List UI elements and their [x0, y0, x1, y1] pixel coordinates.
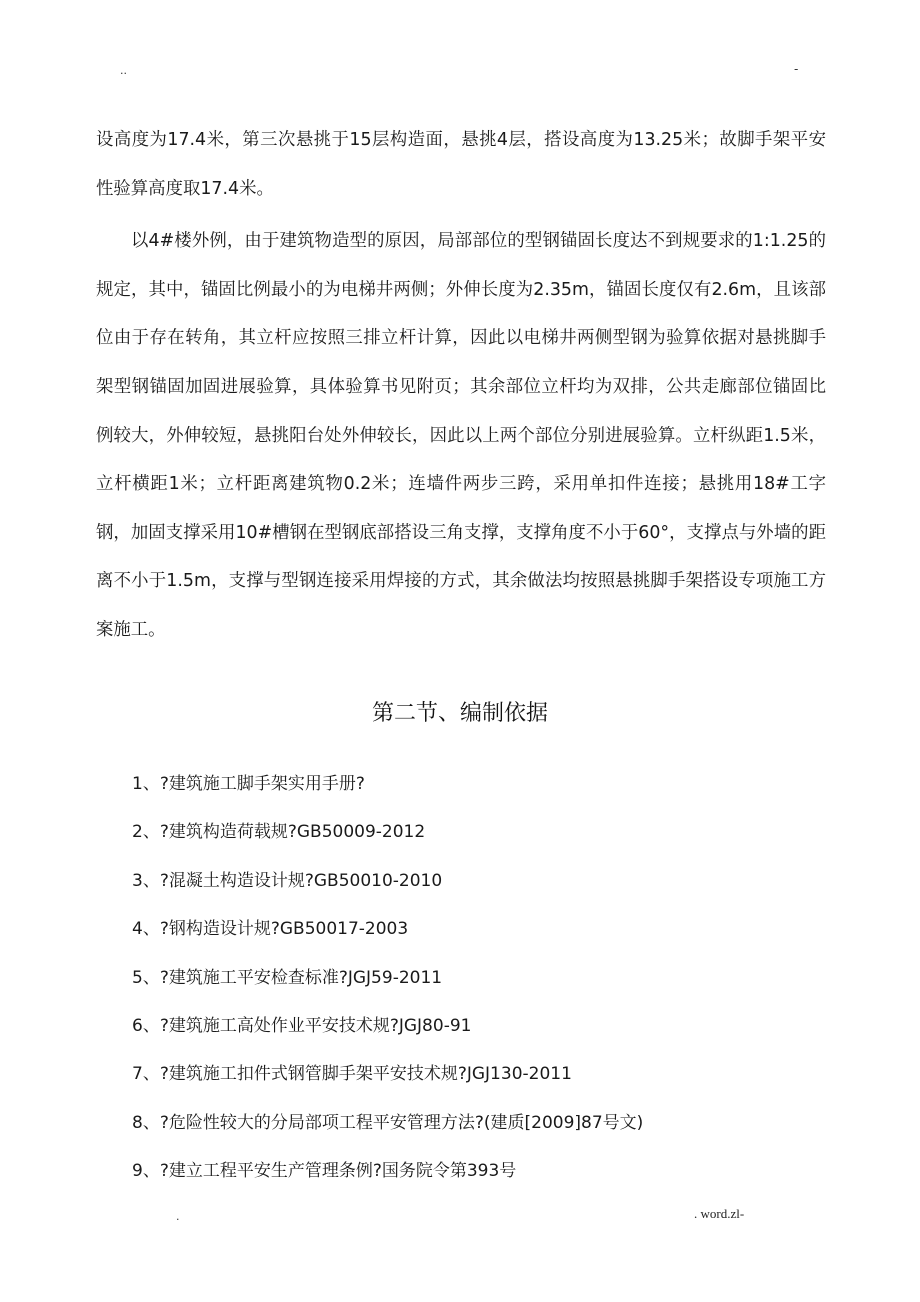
- reference-item: 7、?建筑施工扣件式钢管脚手架平安技术规?JGJ130-2011: [132, 1064, 572, 1085]
- reference-item: 5、?建筑施工平安检查标准?JGJ59-2011: [132, 967, 443, 988]
- footer-watermark-text: . word.zl-: [694, 1206, 745, 1221]
- paragraph-building-4-example: 以4#楼外例，由于建筑物造型的原因，局部部位的型钢锚固长度达不到规要求的1:1.25的规定，其中，锚固比例最小的为电梯井两侧；外伸长度为2.35m，锚固长度仅有2.6m，且该部位由于存在转角，其立杆应按照三排立杆计算，因此以电梯井两侧型钢为验算依据对悬挑脚手架型钢锚固加固进展验算，具体验算书见附页；其余部位立杆均为双排，公共走廊部位锚固比例较大，外伸较短，悬挑阳台处外伸较长，因此以上两个部位分别进展验算。立杆纵距1.5米，立杆横距1米；立杆距离建筑物0.2米；连墙件两步三跨，采用单扣件连接；悬挑用18#工字钢，加固支撑采用10#槽钢在型钢底部搭设三角支撑，支撑角度不小于60°，支撑点与外墙的距离不小于1.5m，支撑与型钢连接采用焊接的方式，其余做法均按照悬挑脚手架搭设专项施工方案施工。: [96, 231, 826, 640]
- reference-item: 6、?建筑施工高处作业平安技术规?JGJ80-91: [132, 1016, 472, 1037]
- reference-item: 9、?建立工程平安生产管理条例?国务院令第393号: [132, 1161, 517, 1182]
- header-left-mark: ..: [120, 64, 127, 77]
- header-right-mark: -: [794, 62, 799, 76]
- section-heading: 第二节、编制依据: [371, 701, 548, 726]
- paragraph-height-continuation: 设高度为17.4米，第三次悬挑于15层构造面，悬挑4层，搭设高度为13.25米；故脚手架平安性验算高度取17.4米。: [96, 130, 826, 199]
- reference-list: [132, 760, 643, 1196]
- reference-item: 1、?建筑施工脚手架实用手册?: [132, 774, 365, 794]
- reference-item: 8、?危险性较大的分局部项工程平安管理方法?(建质[2009]87号文): [132, 1112, 644, 1133]
- body-text: [96, 116, 826, 655]
- reference-item: 4、?钢构造设计规?GB50017-2003: [132, 919, 409, 940]
- footer-left-mark: .: [176, 1210, 180, 1223]
- reference-item: 3、?混凝土构造设计规?GB50010-2010: [132, 870, 443, 891]
- reference-item: 2、?建筑构造荷载规?GB50009-2012: [132, 822, 426, 843]
